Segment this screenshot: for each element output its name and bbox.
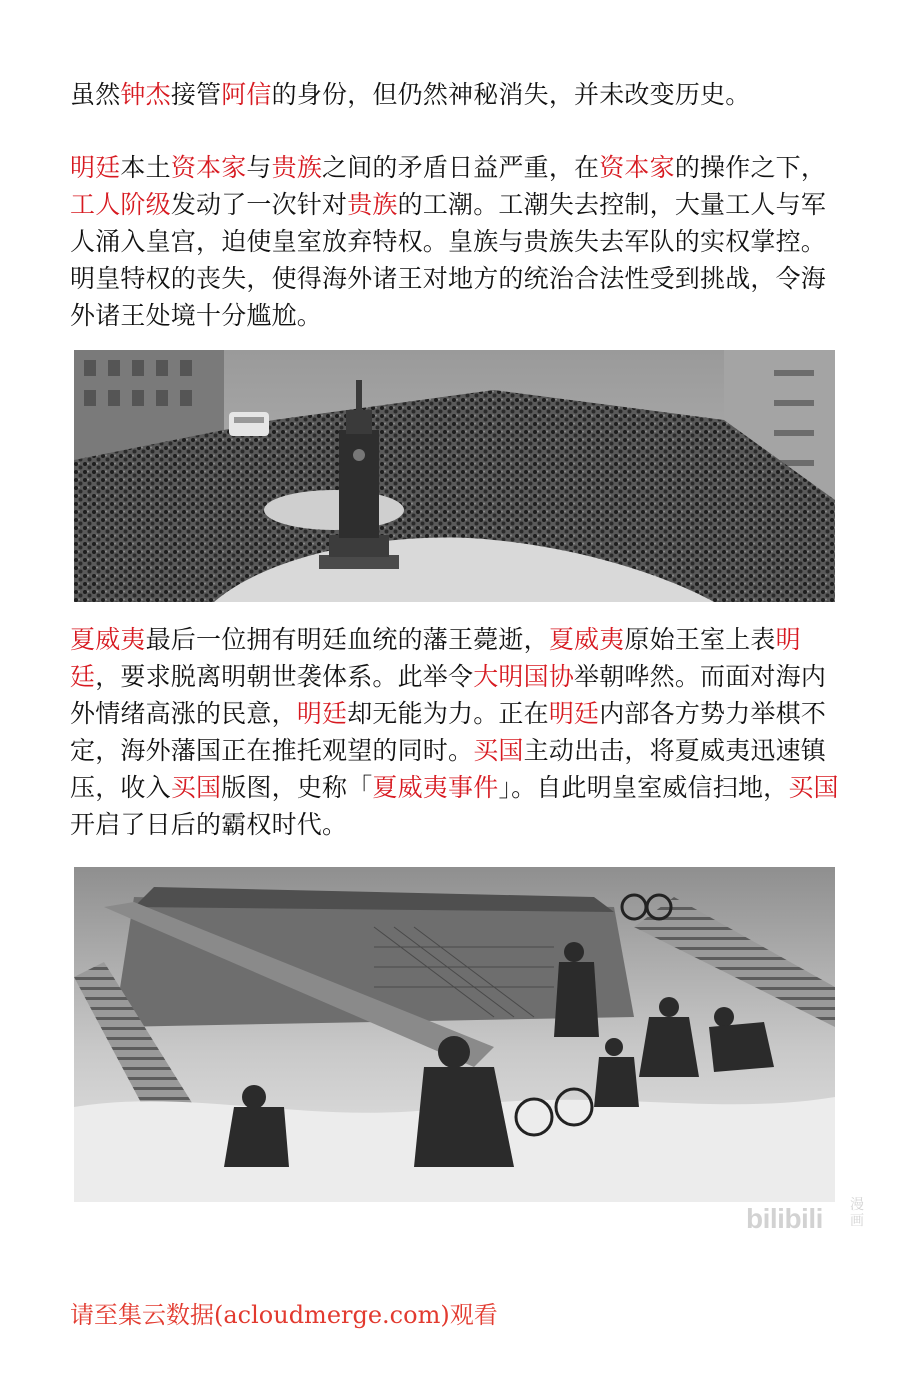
paragraph-text: 举朝哗然。而面对海内外情绪高涨的民意， (70, 662, 827, 728)
paragraph-text: 与 (246, 153, 272, 182)
highlighted-term: 阿信 (221, 80, 272, 109)
highlighted-term: 明廷 (548, 699, 600, 728)
landing-photo-drawing (74, 867, 835, 1202)
highlighted-term: 夏威夷 (70, 625, 146, 654)
paragraph-text: 版图，史称「 (221, 773, 373, 802)
highlighted-term: 明廷 (70, 153, 121, 182)
paragraph-text: 最后一位拥有明廷血统的藩王薨逝， (145, 625, 549, 654)
paragraph-text: 虽然 (70, 80, 121, 109)
highlighted-term: 工人阶级 (70, 190, 171, 219)
paragraph-text: 的身份，但仍然神秘消失，并未改变历史。 (271, 80, 751, 109)
highlighted-term: 资本家 (170, 153, 247, 182)
paragraph-text: 原始王室上表 (624, 625, 776, 654)
paragraph-text: 发动了一次针对 (170, 190, 348, 219)
paragraph-3 (70, 621, 840, 843)
highlighted-term: 夏威夷事件 (372, 773, 499, 802)
paragraph-text: 却无能为力。正在 (347, 699, 549, 728)
paragraph-text: 的操作之下， (674, 153, 827, 182)
highlighted-term: 大明国协 (473, 662, 575, 691)
paragraph-text: 内部各方势力举棋不定，海外藩国正在推托观望的同时。 (70, 699, 827, 765)
highlighted-term: 夏威夷 (548, 625, 625, 654)
paragraph-2 (70, 149, 840, 334)
highlighted-term: 贵族 (271, 153, 323, 182)
paragraph-text: 开启了日后的霸权时代。 (70, 810, 348, 839)
crowd-photo-drawing (74, 350, 835, 602)
crowd-photo (74, 350, 835, 602)
highlighted-term: 钟杰 (120, 80, 171, 109)
highlighted-term: 明廷 (296, 699, 348, 728)
paragraph-text: 的工潮。工潮失去控制，大量工人与军人涌入皇宫，迫使皇室放弃特权。皇族与贵族失去军队的实权掌控。明皇特权的丧失，使得海外诸王对地方的统治合法性受到挑战，令海外诸王处境十分尴尬。 (70, 190, 827, 330)
manhua-tag: 漫画 (850, 1197, 864, 1229)
paragraph-text: 主动出击，将夏威夷迅速镇压，收入 (70, 736, 827, 802)
landing-photo (74, 867, 835, 1202)
bilibili-logo: bilibili (746, 1203, 823, 1234)
highlighted-term: 贵族 (347, 190, 398, 219)
paragraph-text: 本土 (120, 153, 171, 182)
paragraph-text: ，要求脱离明朝世袭体系。此举令 (95, 662, 474, 691)
source-notice: 请至集云数据(acloudmerge.com)观看 (70, 1301, 498, 1329)
bilibili-watermark (746, 1197, 866, 1245)
highlighted-term: 买国 (170, 773, 222, 802)
paragraph-1 (70, 76, 840, 113)
paragraph-text: 」。自此明皇室威信扫地， (498, 773, 789, 802)
highlighted-term: 资本家 (599, 153, 675, 182)
paragraph-text: 之间的矛盾日益严重，在 (322, 153, 600, 182)
highlighted-term: 买国 (473, 736, 524, 765)
highlighted-term: 明廷 (70, 625, 801, 691)
paragraph-text: 接管 (170, 80, 222, 109)
highlighted-term: 买国 (788, 773, 839, 802)
